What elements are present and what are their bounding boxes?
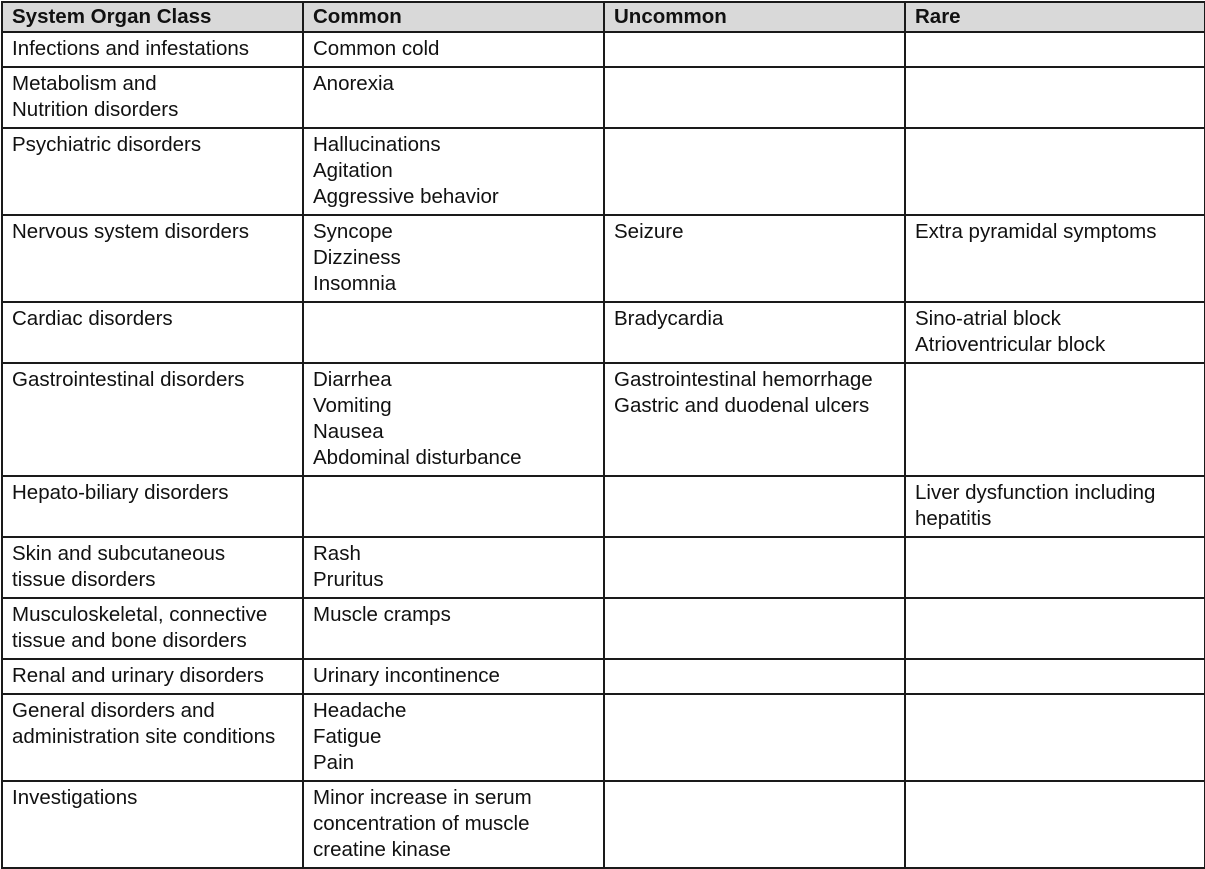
cell-uncommon [604, 302, 905, 363]
table-row [2, 537, 1205, 598]
cell-common [303, 67, 604, 128]
cell-text-line: Diarrhea [313, 368, 392, 391]
cell-text-line: creatine kinase [313, 838, 451, 861]
cell-text-line: administration site conditions [12, 725, 276, 748]
cell-text-line: concentration of muscle [313, 812, 530, 835]
table-row [2, 694, 1205, 781]
cell-uncommon [604, 694, 905, 781]
cell-system-organ-class [2, 32, 303, 67]
cell-text-line: Fatigue [313, 725, 382, 748]
cell-system-organ-class [2, 215, 303, 302]
cell-text-line: Seizure [614, 220, 684, 243]
cell-text-line: General disorders and [12, 699, 215, 722]
cell-common [303, 537, 604, 598]
cell-system-organ-class [2, 598, 303, 659]
cell-text-line: Gastrointestinal disorders [12, 368, 245, 391]
table-row [2, 598, 1205, 659]
cell-uncommon [604, 537, 905, 598]
cell-text-line: Atrioventricular block [915, 333, 1106, 356]
cell-rare [905, 128, 1205, 215]
cell-uncommon [604, 128, 905, 215]
cell-system-organ-class [2, 476, 303, 537]
cell-text-line: Aggressive behavior [313, 185, 499, 208]
cell-rare [905, 363, 1205, 476]
cell-text-line: Renal and urinary disorders [12, 664, 264, 687]
cell-text-line: Gastric and duodenal ulcers [614, 394, 870, 417]
cell-text-line: Rash [313, 542, 361, 565]
cell-text-line: Metabolism and [12, 72, 157, 95]
cell-system-organ-class [2, 128, 303, 215]
table-row [2, 476, 1205, 537]
table-header [2, 2, 1205, 32]
adverse-reactions-table [1, 1, 1205, 869]
cell-rare [905, 215, 1205, 302]
cell-system-organ-class [2, 67, 303, 128]
cell-rare [905, 32, 1205, 67]
cell-rare [905, 302, 1205, 363]
cell-common [303, 32, 604, 67]
cell-text-line: Insomnia [313, 272, 397, 295]
cell-text-line: Bradycardia [614, 307, 724, 330]
table-row [2, 659, 1205, 694]
cell-text-line: Hepato-biliary disorders [12, 481, 229, 504]
cell-text-line: Vomiting [313, 394, 392, 417]
cell-text-line: Liver dysfunction including [915, 481, 1156, 504]
cell-text-line: Syncope [313, 220, 393, 243]
cell-text-line: tissue disorders [12, 568, 156, 591]
cell-text-line: Skin and subcutaneous [12, 542, 226, 565]
cell-common [303, 659, 604, 694]
cell-uncommon [604, 67, 905, 128]
cell-system-organ-class [2, 537, 303, 598]
cell-text-line: Nervous system disorders [12, 220, 249, 243]
cell-text-line: Extra pyramidal symptoms [915, 220, 1157, 243]
cell-rare [905, 67, 1205, 128]
cell-text-line: Pruritus [313, 568, 384, 591]
cell-common [303, 781, 604, 868]
cell-text-line: Anorexia [313, 72, 394, 95]
table-row [2, 302, 1205, 363]
cell-text-line: Hallucinations [313, 133, 441, 156]
cell-rare [905, 781, 1205, 868]
table-row [2, 32, 1205, 67]
table-row [2, 128, 1205, 215]
table-row [2, 781, 1205, 868]
cell-rare [905, 694, 1205, 781]
cell-text-line: Headache [313, 699, 407, 722]
cell-common [303, 598, 604, 659]
cell-text-line: Cardiac disorders [12, 307, 173, 330]
cell-rare [905, 476, 1205, 537]
header-common: Common [303, 2, 604, 32]
cell-common [303, 694, 604, 781]
table-row [2, 215, 1205, 302]
header-row [2, 2, 1205, 32]
cell-uncommon [604, 476, 905, 537]
header-uncommon: Uncommon [604, 2, 905, 32]
cell-rare [905, 537, 1205, 598]
cell-system-organ-class [2, 363, 303, 476]
header-system-organ-class: System Organ Class [2, 2, 303, 32]
header-rare: Rare [905, 2, 1205, 32]
cell-uncommon [604, 659, 905, 694]
cell-uncommon [604, 215, 905, 302]
cell-text-line: Common cold [313, 37, 440, 60]
cell-text-line: Urinary incontinence [313, 664, 500, 687]
cell-text-line: tissue and bone disorders [12, 629, 247, 652]
cell-text-line: Muscle cramps [313, 603, 451, 626]
cell-text-line: Minor increase in serum [313, 786, 532, 809]
cell-uncommon [604, 781, 905, 868]
cell-text-line: Abdominal disturbance [313, 446, 522, 469]
cell-system-organ-class [2, 781, 303, 868]
cell-text-line: Nutrition disorders [12, 98, 179, 121]
cell-uncommon [604, 32, 905, 67]
cell-common [303, 363, 604, 476]
cell-system-organ-class [2, 302, 303, 363]
cell-text-line: hepatitis [915, 507, 992, 530]
cell-common [303, 476, 604, 537]
cell-common [303, 215, 604, 302]
table-body [2, 32, 1205, 868]
cell-text-line: Musculoskeletal, connective [12, 603, 268, 626]
cell-text-line: Sino-atrial block [915, 307, 1061, 330]
cell-text-line: Psychiatric disorders [12, 133, 202, 156]
cell-common [303, 128, 604, 215]
cell-text-line: Gastrointestinal hemorrhage [614, 368, 873, 391]
cell-system-organ-class [2, 694, 303, 781]
cell-uncommon [604, 598, 905, 659]
cell-text-line: Dizziness [313, 246, 401, 269]
cell-text-line: Infections and infestations [12, 37, 250, 60]
cell-text-line: Investigations [12, 786, 138, 809]
cell-text-line: Pain [313, 751, 355, 774]
cell-text-line: Nausea [313, 420, 384, 443]
cell-rare [905, 659, 1205, 694]
cell-text-line: Agitation [313, 159, 393, 182]
cell-common [303, 302, 604, 363]
table-row [2, 363, 1205, 476]
cell-system-organ-class [2, 659, 303, 694]
table-row [2, 67, 1205, 128]
cell-uncommon [604, 363, 905, 476]
cell-rare [905, 598, 1205, 659]
